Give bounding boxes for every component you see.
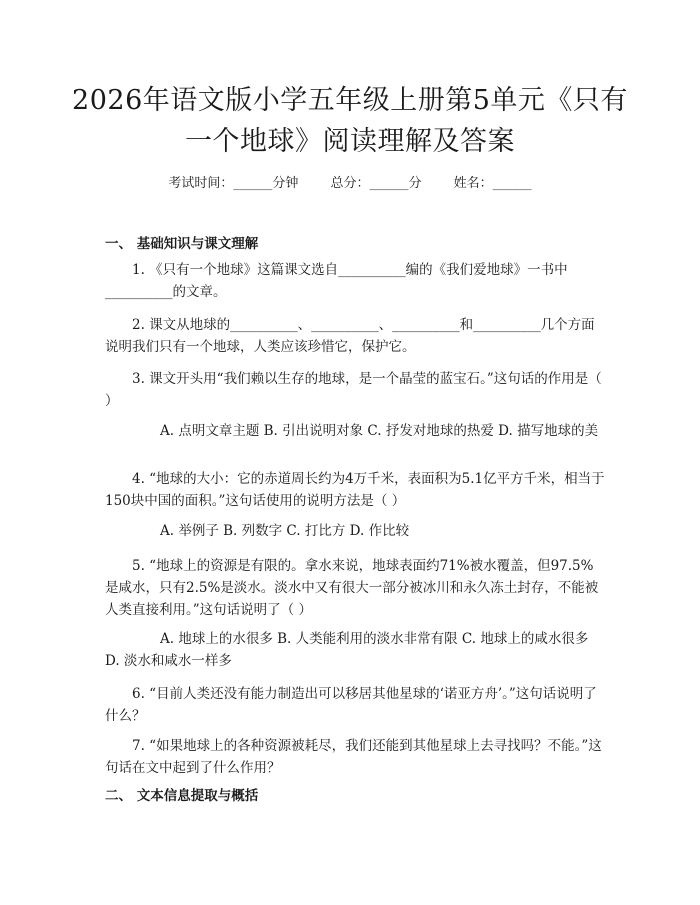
page-title: 2026年语文版小学五年级上册第5单元《只有一个地球》阅读理解及答案 xyxy=(72,85,628,157)
exam-info xyxy=(0,172,700,191)
exam-score: 总分：______分 xyxy=(330,176,422,191)
question-6: 6. “目前人类还没有能力制造出可以移居其他星球的‘诺亚方舟’。”这句话说明了什么？ xyxy=(105,686,597,724)
question-2: 2. 课文从地球的__________、__________、__________和__________几个方面说明我们只有一个地球，人类应该珍惜它，保护它。 xyxy=(105,317,595,355)
question-4: 4. “地球的大小：它的赤道周长约为4万千米，表面积为5.1亿平方千米，相当于150块中国的面积。”这句话使用的说明方法是（ ） xyxy=(105,471,605,509)
section-heading-1: 一、 基础知识与课文理解 xyxy=(105,236,259,252)
question-1: 1. 《只有一个地球》这篇课文选自__________编的《我们爱地球》一书中__________的文章。 xyxy=(105,262,568,300)
question-7: 7. “如果地球上的各种资源被耗尽，我们还能到其他星球上去寻找吗？不能。”这句话在文中起到了什么作用？ xyxy=(105,738,602,776)
section-heading-2: 二、 文本信息提取与概括 xyxy=(105,788,259,804)
exam-time: 考试时间：______分钟 xyxy=(168,176,299,191)
student-name: 姓名：______ xyxy=(453,176,532,191)
question-5: 5. “地球上的资源是有限的。拿水来说，地球表面约71%被水覆盖，但97.5%是咸水，只有2.5%是淡水。淡水中又有很大一部分被冰川和永久冻土封存，不能被人类直接利用。”这句话说明了（ ） xyxy=(105,558,599,618)
question-5-options: A. 地球上的水很多 B. 人类能利用的淡水非常有限 C. 地球上的咸水很多 D. 淡水和咸水一样多 xyxy=(105,631,589,669)
question-3: 3. 课文开头用“我们赖以生存的地球，是一个晶莹的蓝宝石。”这句话的作用是（ ） xyxy=(105,371,602,409)
question-4-options: A. 举例子 B. 列数字 C. 打比方 D. 作比较 xyxy=(160,523,410,539)
question-3-options: A. 点明文章主题 B. 引出说明对象 C. 抒发对地球的热爱 D. 描写地球的美 xyxy=(160,423,599,439)
